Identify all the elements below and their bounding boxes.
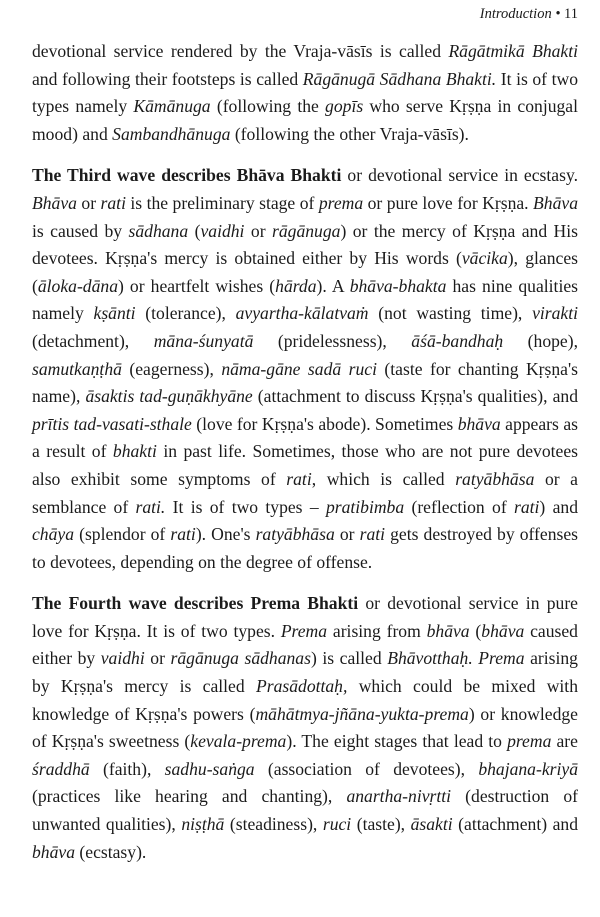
text-run: ) is called xyxy=(310,648,388,669)
italic-term: samutkaṇṭhā xyxy=(32,358,122,379)
text-run: or xyxy=(334,524,360,545)
italic-term: chāya xyxy=(32,524,75,545)
italic-term: māhātmya-jñāna-yukta-prema xyxy=(255,703,469,724)
header-separator: • xyxy=(555,6,561,22)
italic-term: āśā-bandhaḥ xyxy=(411,330,504,351)
text-run: who serve Kṛṣṇa in conjugal mood) and xyxy=(32,96,578,144)
italic-term: māna-śunyatā xyxy=(153,330,254,351)
text-run: (steadiness), xyxy=(224,814,323,835)
italic-term: Bhāva xyxy=(533,192,578,213)
text-run: (faith), xyxy=(89,758,165,779)
paragraph-continuation xyxy=(32,38,578,148)
text-run: (following the xyxy=(210,96,326,117)
text-run: or xyxy=(76,192,101,213)
text-run: or devotional service in pure love for Kṛṣṇa. It is of two types. xyxy=(32,593,578,641)
italic-term: prema xyxy=(318,192,364,213)
text-run: gets destroyed by offenses to devotees, depending on the degree of offense. xyxy=(32,524,579,572)
text-run: caused either by xyxy=(32,620,578,669)
text-run: ). One's xyxy=(195,524,256,545)
italic-term: śraddhā xyxy=(32,758,90,779)
italic-term: rati xyxy=(286,468,312,489)
text-run: arising from xyxy=(327,620,427,641)
text-run: ) and xyxy=(539,496,578,517)
text-run: ) or heartfelt wishes ( xyxy=(118,275,276,296)
text-run: (taste), xyxy=(351,814,411,835)
text-run: (love for Kṛṣṇa's abode). Sometimes xyxy=(191,413,458,434)
text-run: (tolerance), xyxy=(135,303,236,324)
page-body xyxy=(32,38,578,880)
paragraph-lead: The Fourth wave describes Prema Bhakti xyxy=(32,593,359,614)
text-run: (following the other Vraja-vāsīs). xyxy=(230,123,469,144)
italic-term: Sambandhānuga xyxy=(112,123,231,144)
italic-term: sadhu-saṅga xyxy=(164,758,255,779)
italic-term: avyartha-kālatvaṁ xyxy=(235,303,369,324)
paragraph-fourth-wave xyxy=(32,590,578,866)
italic-term: bhāva xyxy=(457,413,501,434)
text-run: It is of two types – xyxy=(165,496,326,517)
paragraph-text xyxy=(32,41,578,144)
italic-term: ratyābhāsa xyxy=(455,468,535,489)
italic-term: gopīs xyxy=(325,96,364,117)
text-run: (eagerness), xyxy=(121,358,222,379)
text-run: , which is called xyxy=(311,468,456,489)
text-run: devotional service rendered by the Vraja-vāsīs is called xyxy=(32,41,449,61)
italic-term: rāgānuga xyxy=(272,220,341,241)
italic-term: ratyābhāsa xyxy=(255,524,335,545)
italic-term: ruci xyxy=(322,814,352,835)
text-run: or a semblance of xyxy=(32,468,578,517)
paragraph-third-wave xyxy=(32,162,578,576)
italic-term: virakti xyxy=(532,303,578,324)
italic-term: bhāva-bhakta xyxy=(349,275,447,296)
italic-term: sādhana xyxy=(128,220,189,241)
italic-term: rati. xyxy=(135,496,166,517)
text-run: (pridelessness), xyxy=(253,330,412,351)
text-run: has nine qualities namely xyxy=(32,275,578,324)
text-run: ) or knowledge of Kṛṣṇa's sweetness ( xyxy=(32,703,578,752)
italic-term: vaidhi xyxy=(100,648,145,669)
page-number: 11 xyxy=(564,6,578,22)
text-run: in past life. Sometimes, those who are not pure devotees also exhibit some symptoms of xyxy=(32,441,578,489)
text-run: ( xyxy=(188,220,201,241)
italic-term: pratibimba xyxy=(325,496,405,517)
text-run: (attachment) and xyxy=(452,814,578,835)
text-run: ) or the mercy of Kṛṣṇa and His devotees. Kṛṣṇa's mercy is obtained either by His words ( xyxy=(32,220,578,269)
text-run: which could be mixed with knowledge of Kṛṣṇa's powers ( xyxy=(32,676,578,724)
italic-term: rati xyxy=(170,524,196,545)
italic-term: kevala-prema xyxy=(190,731,287,752)
italic-term: prītis tad-vasati-sthale xyxy=(32,413,192,434)
text-run: ( xyxy=(469,620,482,641)
italic-term: rati xyxy=(359,524,386,545)
italic-term: anartha-nivṛtti xyxy=(346,786,452,807)
italic-term: prema xyxy=(507,731,552,752)
section-title: Introduction xyxy=(479,6,552,22)
text-run: (reflection of xyxy=(404,496,514,517)
text-run: or xyxy=(244,220,272,241)
text-run: appears as a result of xyxy=(32,413,578,462)
italic-term: Rāgātmikā Bhakti xyxy=(448,41,578,61)
paragraph-text xyxy=(32,593,578,861)
italic-term: āsakti xyxy=(410,814,453,835)
text-run: (detachment), xyxy=(32,330,154,351)
italic-term: Prema xyxy=(280,620,328,641)
text-run: ), glances ( xyxy=(32,248,578,296)
paragraph-lead: The Third wave describes Bhāva Bhakti xyxy=(32,165,342,186)
italic-term: vācika xyxy=(461,248,508,269)
text-run: (association of devotees), xyxy=(254,758,479,779)
text-run: It is of two types namely xyxy=(32,68,579,117)
text-run: (attachment to discuss Kṛṣṇa's qualities), and xyxy=(252,386,579,407)
italic-term: nāma-gāne sadā ruci xyxy=(221,358,377,379)
italic-term: Prema xyxy=(478,648,525,669)
italic-term: Bhāva xyxy=(32,192,77,213)
italic-term: kṣānti xyxy=(93,303,136,324)
italic-term: Prasādottaḥ, xyxy=(255,676,348,697)
text-run: or pure love for Kṛṣṇa. xyxy=(363,192,534,213)
text-run: (destruction of unwanted qualities), xyxy=(32,786,578,835)
text-run: (hope), xyxy=(503,330,578,351)
italic-term: Rāgānugā Sādhana Bhakti. xyxy=(302,68,497,89)
text-run: and following their footsteps is called xyxy=(32,68,303,89)
italic-term: niṣṭhā xyxy=(181,814,225,835)
text-run: (not wasting time), xyxy=(368,303,533,324)
running-header xyxy=(480,6,578,23)
italic-term: āloka-dāna xyxy=(37,275,118,296)
italic-term: rati xyxy=(100,192,126,213)
italic-term: bhakti xyxy=(112,441,157,462)
text-run: (splendor of xyxy=(74,524,171,545)
text-run: arising by Kṛṣṇa's mercy is called xyxy=(32,648,578,697)
text-run: ). A xyxy=(316,275,350,296)
paragraph-text xyxy=(32,165,578,571)
italic-term: hārda xyxy=(275,275,317,296)
text-run: ). The eight stages that lead to xyxy=(286,731,508,752)
italic-term: bhajana-kriyā xyxy=(478,758,578,779)
text-run: (taste for chanting Kṛṣṇa's name), xyxy=(32,358,579,407)
text-run: or xyxy=(144,648,171,669)
italic-term: Bhāvotthaḥ. xyxy=(387,648,473,669)
italic-term: vaidhi xyxy=(200,220,245,241)
text-run: is the preliminary stage of xyxy=(125,192,319,213)
italic-term: rati xyxy=(514,496,540,517)
italic-term: rāgānuga sādhanas xyxy=(170,648,311,669)
text-run: is caused by xyxy=(32,220,129,241)
italic-term: āsaktis tad-guṇākhyāne xyxy=(85,386,253,407)
text-run: are xyxy=(551,731,578,752)
text-run: (ecstasy). xyxy=(75,841,147,862)
italic-term: bhāva xyxy=(32,841,75,862)
italic-term: bhāva xyxy=(426,620,470,641)
italic-term: Kāmānuga xyxy=(133,96,211,117)
text-run: or devotional service in ecstasy. xyxy=(341,165,578,186)
italic-term: bhāva xyxy=(481,620,525,641)
text-run: (practices like hearing and chanting), xyxy=(32,786,347,807)
